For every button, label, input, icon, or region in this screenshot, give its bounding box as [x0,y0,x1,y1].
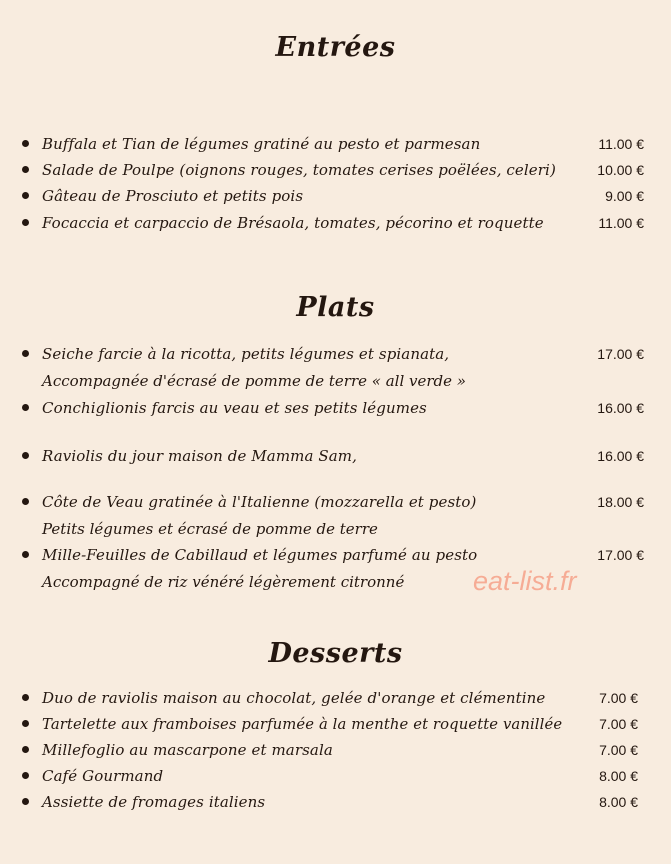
menu-item-price: 7.00 € [599,742,638,758]
menu-item-price: 17.00 € [597,346,644,362]
menu-item-name: Gâteau de Prosciuto et petits pois [42,187,304,205]
menu-item-price: 16.00 € [597,400,644,416]
section-title-entrees: Entrées [275,32,396,63]
menu-item-price: 10.00 € [597,162,644,178]
menu-item-name: Millefoglio au mascarpone et marsala [42,741,333,759]
menu-item-name: Conchiglionis farcis au veau et ses petits légumes [42,399,427,417]
menu-item-price: 7.00 € [599,690,638,706]
bullet [22,694,29,701]
section-title-desserts: Desserts [268,638,403,669]
menu-item-price: 17.00 € [597,547,644,563]
bullet [22,798,29,805]
menu-item-price: 11.00 € [598,136,644,152]
bullet [22,772,29,779]
bullet [22,219,29,226]
bullet [22,166,29,173]
menu-item-name: Focaccia et carpaccio de Brésaola, tomates, pécorino et roquette [42,214,544,232]
menu-item-name: Raviolis du jour maison de Mamma Sam, [42,447,357,465]
menu-item-price: 16.00 € [597,448,644,464]
bullet [22,498,29,505]
section-title-plats: Plats [296,292,375,323]
bullet [22,404,29,411]
bullet [22,720,29,727]
menu-item-price: 7.00 € [599,716,638,732]
menu-item-price: 8.00 € [599,794,638,810]
menu-item-price: 18.00 € [597,494,644,510]
menu-item-name: Tartelette aux framboises parfumée à la menthe et roquette vanillée [42,715,563,733]
menu-item-name: Buffala et Tian de légumes gratiné au pesto et parmesan [42,135,481,153]
menu-item-description: Accompagné de riz vénéré légèrement citronné [42,573,405,591]
menu-item-description: Accompagnée d'écrasé de pomme de terre « all verde » [42,372,466,390]
menu-item-name: Seiche farcie à la ricotta, petits légumes et spianata, [42,345,450,363]
menu-item-name: Duo de raviolis maison au chocolat, gelée d'orange et clémentine [42,689,546,707]
menu-item-price: 8.00 € [599,768,638,784]
menu-item-price: 11.00 € [598,215,644,231]
menu-item-description: Petits légumes et écrasé de pomme de terre [42,520,378,538]
bullet [22,350,29,357]
menu-item-name: Côte de Veau gratinée à l'Italienne (mozzarella et pesto) [42,493,477,511]
bullet [22,746,29,753]
menu-item-price: 9.00 € [605,188,644,204]
menu-item-name: Salade de Poulpe (oignons rouges, tomates cerises poëlées, celeri) [42,161,556,179]
menu-item-name: Mille-Feuilles de Cabillaud et légumes parfumé au pesto [42,546,478,564]
watermark: eat-list.fr [473,566,577,596]
bullet [22,551,29,558]
menu-item-name: Café Gourmand [42,767,164,785]
menu-item-name: Assiette de fromages italiens [42,793,266,811]
bullet [22,192,29,199]
bullet [22,452,29,459]
bullet [22,140,29,147]
